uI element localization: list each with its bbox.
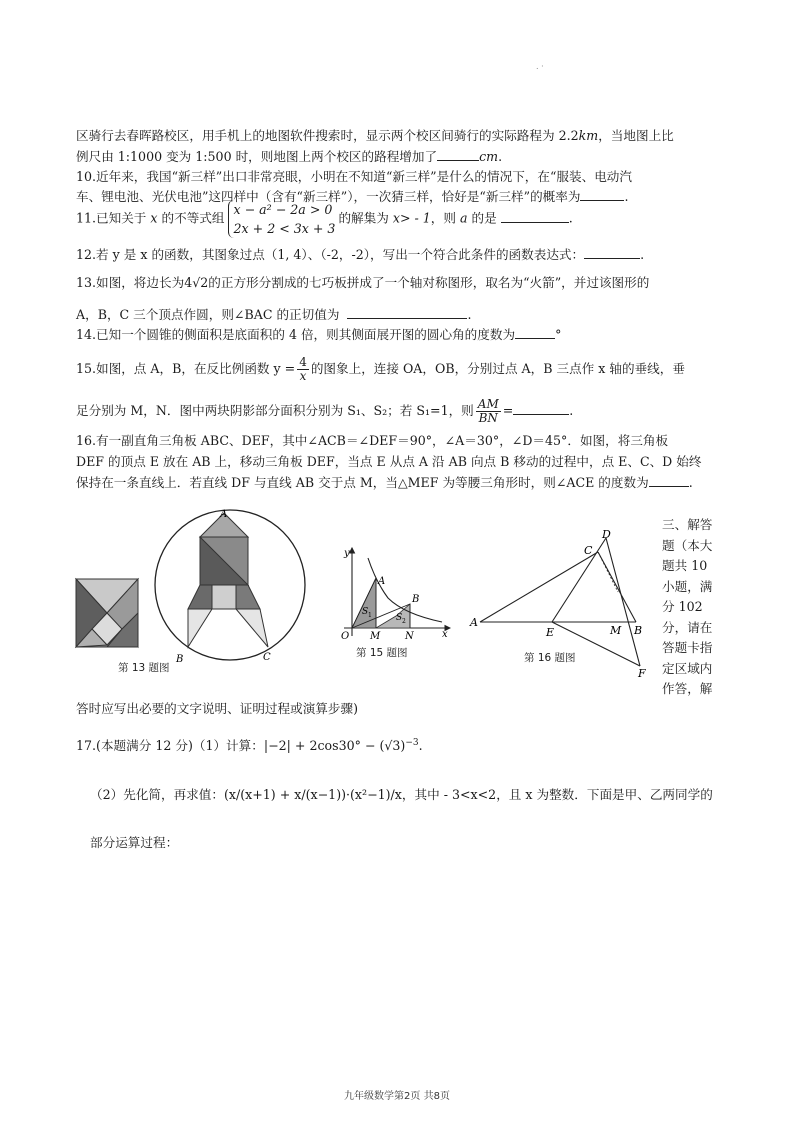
header-mark: . · <box>536 62 544 71</box>
answer-blank[interactable] <box>437 148 479 161</box>
svg-text:B: B <box>412 594 420 605</box>
svg-text:N: N <box>405 631 414 642</box>
answer-blank[interactable] <box>584 246 640 259</box>
fraction-am-over-bn: $\frac{AM}{BN}$ <box>477 397 499 425</box>
q15-line-1: 15.如图，点 A，B，在反比例函数 y = $\frac{4}{x}$ 的图象上，连接 OA，OB，分别过点 A，B 三点作 x 轴的垂线，垂 <box>76 355 685 383</box>
svg-text:S: S <box>396 613 403 623</box>
q11: 11.已知关于 x 的不等式组 x − a² − 2a > 0 2x + 2 < 3x + 3 的解集为 x> - 1，则 a 的是 . <box>76 202 573 236</box>
svg-text:1: 1 <box>368 612 372 619</box>
answer-blank[interactable] <box>347 306 467 319</box>
q12: 12.若 y 是 x 的函数，其图象过点（1, 4）、（-2，-2），写出一个符合此条件的函数表达式： . <box>76 247 645 262</box>
caption-13: 第 13 题图 <box>118 662 170 674</box>
q13-line-2: A，B，C 三个顶点作圆，则∠BAC 的正切值为 . <box>76 307 472 322</box>
q14: 14.已知一个圆锥的侧面积是底面积的 4 倍，则其侧面展开图的圆心角的度数为 ° <box>76 327 562 342</box>
caption-15: 第 15 题图 <box>356 647 408 659</box>
label-a: A <box>220 509 228 520</box>
svg-text:C: C <box>584 544 593 557</box>
tangram-square <box>76 579 138 647</box>
q16-line-3: 保持在一条直线上．若直线 DF 与直线 AB 交于点 M，当△MEF 为等腰三角形时，则∠ACE 的度数为 . <box>76 475 693 490</box>
answer-blank[interactable] <box>649 474 689 487</box>
q17-line-1: 17.(本题满分 12 分)（1）计算：$|-2| + 2\cos 30^\circ - (√3)^{-3}$. <box>76 738 423 754</box>
inequality-system: x − a² − 2a > 0 2x + 2 < 3x + 3 <box>228 200 336 238</box>
section-3-heading: 三、解答 题（本大 题共 10 小题，满 分 102 分，请在 答题卡指 定区域内 作答，解 <box>662 517 713 696</box>
q10-line-1: 10.近年来，我国“新三样”出口非常亮眼，小明在不知道“新三样”是什么的情况下，在“服装、电动汽 <box>76 169 632 184</box>
fraction-4-over-x: $\frac{4}{x}$ <box>299 355 307 383</box>
svg-text:D: D <box>602 528 611 541</box>
q10-line-2: 车、锂电池、光伏电池”这四样中（含有“新三样”），一次猜三样，恰好是“新三样”的概率为 . <box>76 189 629 204</box>
q15-line-2: 足分别为 M，N．图中两块阴影部分面积分别为 S₁、S₂；若 S₁=1，则 $\frac{AM}{BN}$ = . <box>76 397 574 425</box>
q16-line-1: 16.有一副直角三角板 ABC、DEF，其中∠ACB＝∠DEF＝90°，∠A＝30°，∠D＝45°．如图，将三角板 <box>76 433 669 448</box>
svg-text:B: B <box>634 624 643 637</box>
page-footer: 九年级数学第2页 共8页 <box>344 1091 450 1102</box>
q17-line-2: （2）先化简，再求值：(x/(x+1) + x/(x−1))·(x²−1)/x，其中 - 3<x<2，且 x 为整数．下面是甲、乙两同学的 <box>90 787 713 802</box>
answer-blank[interactable] <box>580 188 624 201</box>
svg-text:S: S <box>362 607 369 617</box>
svg-text:O: O <box>341 631 350 642</box>
caption-16: 第 16 题图 <box>524 652 576 664</box>
svg-text:y: y <box>344 548 350 559</box>
label-c: C <box>263 652 271 663</box>
svg-text:M: M <box>370 631 381 642</box>
figure-15 <box>332 540 456 642</box>
svg-text:M: M <box>610 624 622 637</box>
answer-blank[interactable] <box>513 402 569 415</box>
answer-blank[interactable] <box>501 210 569 223</box>
q16-line-2: DEF 的顶点 E 放在 AB 上，移动三角板 DEF，当点 E 从点 A 沿 AB 向点 B 移动的过程中，点 E、C、D 始终 <box>76 454 702 469</box>
label-b: B <box>176 654 184 665</box>
svg-text:A: A <box>378 576 386 587</box>
rocket <box>188 513 268 647</box>
svg-text:F: F <box>638 667 646 680</box>
figure-13 <box>72 505 312 675</box>
q9-line-1: 区骑行去春晖路校区，用手机上的地图软件搜索时，显示两个校区间骑行的实际路程为 2.2km，当地图上比 <box>76 128 674 143</box>
svg-text:E: E <box>546 626 555 639</box>
q13-line-1: 13.如图，将边长为4√2的正方形分割成的七巧板拼成了一个轴对称图形，取名为“火箭”，并过该图形的 <box>76 275 650 290</box>
answer-blank[interactable] <box>515 326 555 339</box>
q9-line-2: 例尺由 1:1000 变为 1:500 时，则地图上两个校区的路程增加了 cm. <box>76 149 503 164</box>
section-3-cont: 答时应写出必要的文字说明、证明过程或演算步骤) <box>76 701 358 716</box>
svg-text:A: A <box>470 616 478 629</box>
svg-text:x: x <box>442 629 448 640</box>
q17-line-3: 部分运算过程： <box>90 835 179 850</box>
svg-text:2: 2 <box>402 618 406 625</box>
